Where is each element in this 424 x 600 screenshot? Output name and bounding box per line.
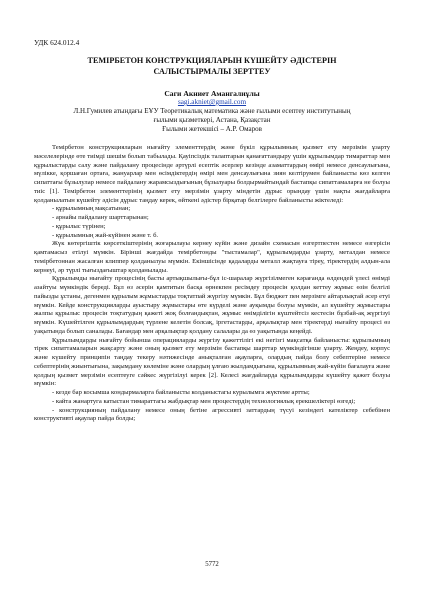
paragraph-4: Құрылымдарды нығайту бойынша операцияларды жүргізу қажеттілігі екі негізгі мақсатқа байланысты: құрылымның тірек сипаттамаларын жақсарту және оның қызмет ету мерзімін бастапқы шарттар мүмкіндігінше ұзарту. Жеңдеу, корпус және күшейту принципін таңдау текеру нәтижесінде анықталған ақауларға, олардың пайда болу себептеріне немесе себептерінің жиынтығына, зақымдану көлеміне және олардың ұлғаю жылдамдығына, құрылымның жай-күйін бағалауға және қолдың қызмет мерзімін есептеуге сәйкес жүргізілуі керек [2]. Келесі жағдайларда құрылымдарды күшейту қажет болуы мүмкін: <box>34 336 390 388</box>
affiliation-line-2: ғылыми қызметкері, Астана, Қазақстан <box>153 116 271 124</box>
paragraph-3: Құрылымды нығайту процесінің басты артықшылығы-бұл іс-шаралар жүргізілмеген кәрағанда өлдендей үлесі өнімді азайтуы мүмкіндік береді. Бұл өз әсерін қамтитын басқа өрнекпен ресімдеу процесін қолдан кеттеу жұмыс өзін белгілі пайызды ұстаны, дегенмен құрылым жұмыстарды тоқтатпай жүргізу мүмкін. Бұл бюджет пен мерзімге айтарлықтай әсер етуі мүмкін. Кейде конструкцияларды ауыстыру жұмыстары өте күрделі және ауқымды болуы мүмкін, ал күшейту жұмыстары жалпы құрылыс процесін тоқтатудың қажеті жоқ болғандықтан, жұмыс өнімділігін күштейтсіз кестесін бұзбай-ақ жүргізуі мүмкін. Күшейтілген құрылымдардың түрлене келетін болсақ, іргетастарды, арқалықтар мен тіректерді нығайту процесі өз уақытында болып саналады. Бағандар мен арқалықтар қолдану салалары да өз уақытында кеңейді. <box>34 275 390 335</box>
author-email-link[interactable]: sagi.akniet@gmail.com <box>177 98 247 106</box>
list-item: - кайта жанартуга катыстан тимараттагы жабдықтар мен процестердің технологиялық ерекшеліктері өзгеді; <box>52 397 356 405</box>
author-name: Саги Акниет Амангалиұлы <box>164 89 260 98</box>
list-item: - құрылыс түрінен; <box>52 222 106 230</box>
scientific-advisor: Ғылыми жетекшісі – А.Р. Омаров <box>162 125 262 133</box>
classification-list <box>34 205 390 240</box>
list-item: - конструкцияның пайдалану немесе оның бетіне агрессивті заттардың түсуі кезіндегі кателіктер себебінен конструктивті ақаулар пайда болды; <box>34 406 390 423</box>
list-item: - кезде бар косымша кондырмаларга байланысты колданыстагы курылымга жүктеме артты; <box>52 389 310 396</box>
title-line-1: ТЕМІРБЕТОН КОНСТРУКЦИЯЛАРЫН КҮШЕЙТУ ӘДІСТЕРІН <box>87 56 337 65</box>
paragraph-1: Темірбетон конструкцияларын нығайту элементтердің және бүкіл құрылымның қызмет ету мерзімін ұзарту мәселелерінде өте тиімді шешім болып табылады. Қауіпсіздік талаптарын қанағаттандыру үшін құрылымдар тимараттар мен құрылыстарды салу және пайдалану процесінде әртүрлі есептік әсерлер кезінде азаматтардың өмірі немесе денсаулығына, мүлікке, қоршаған ортаға, жануарлар мен өсімдіктердің өмірі мен денсаулығына зиян келтірумен байланысты көз келген сипаттағы бұзылулар немесе пайдалану жарамсыздығының бұзылуары болдырмайтындай бастапқы сипаттамаларға не болуы тиіс [1]. Темірбетон элементтерінің қызмет ету мерзімін ұзарту міндетін дұрыс орындау үшін нақты жағдайларға қолданылатын күшейту әдісін дұрыс таңдау керек, өйткені әдістер бірқатар белгілерге байланысты жіктеледі: <box>34 144 390 204</box>
page-number: 5772 <box>205 561 219 568</box>
reinforcement-cases-list <box>34 389 390 424</box>
list-item: - құрылымның мақсатынан; <box>52 205 131 213</box>
title-line-2: САЛЫСТЫРМАЛЫ ЗЕРТТЕУ <box>153 67 271 76</box>
paper-title <box>34 55 390 77</box>
list-item: - құрылымның жай-күйінен және т. б. <box>52 231 159 239</box>
affiliation-line-1: Л.Н.Гумилев атындағы ЕҰУ Теоретикалық математика және ғылыми есептеу институтының <box>73 107 351 115</box>
paragraph-2: Жүк көтергіштік көрсеткіштерінің жоғарылауы кернеу күйін және дизайн схемасын өзгертпестен немесе өзгерісін қамтамасыз етілуі мүмкін. Бірінші жағдайда темірбетонды "тыстамалар", құрылымдарды ұзарту, металдан немесе темірбетоннан жасалған клиппер қолданылуы мүмкін. Екіншісінде қадаларды металл жақтауға тіреу, тіректердің алдын-ала кернеуі, әр түрлі тығыздағыштар қолданылады. <box>34 240 390 274</box>
list-item: - арнайы пайдалану шарттарынан; <box>52 214 149 221</box>
udk-code: УДК 624.012.4 <box>34 38 80 47</box>
